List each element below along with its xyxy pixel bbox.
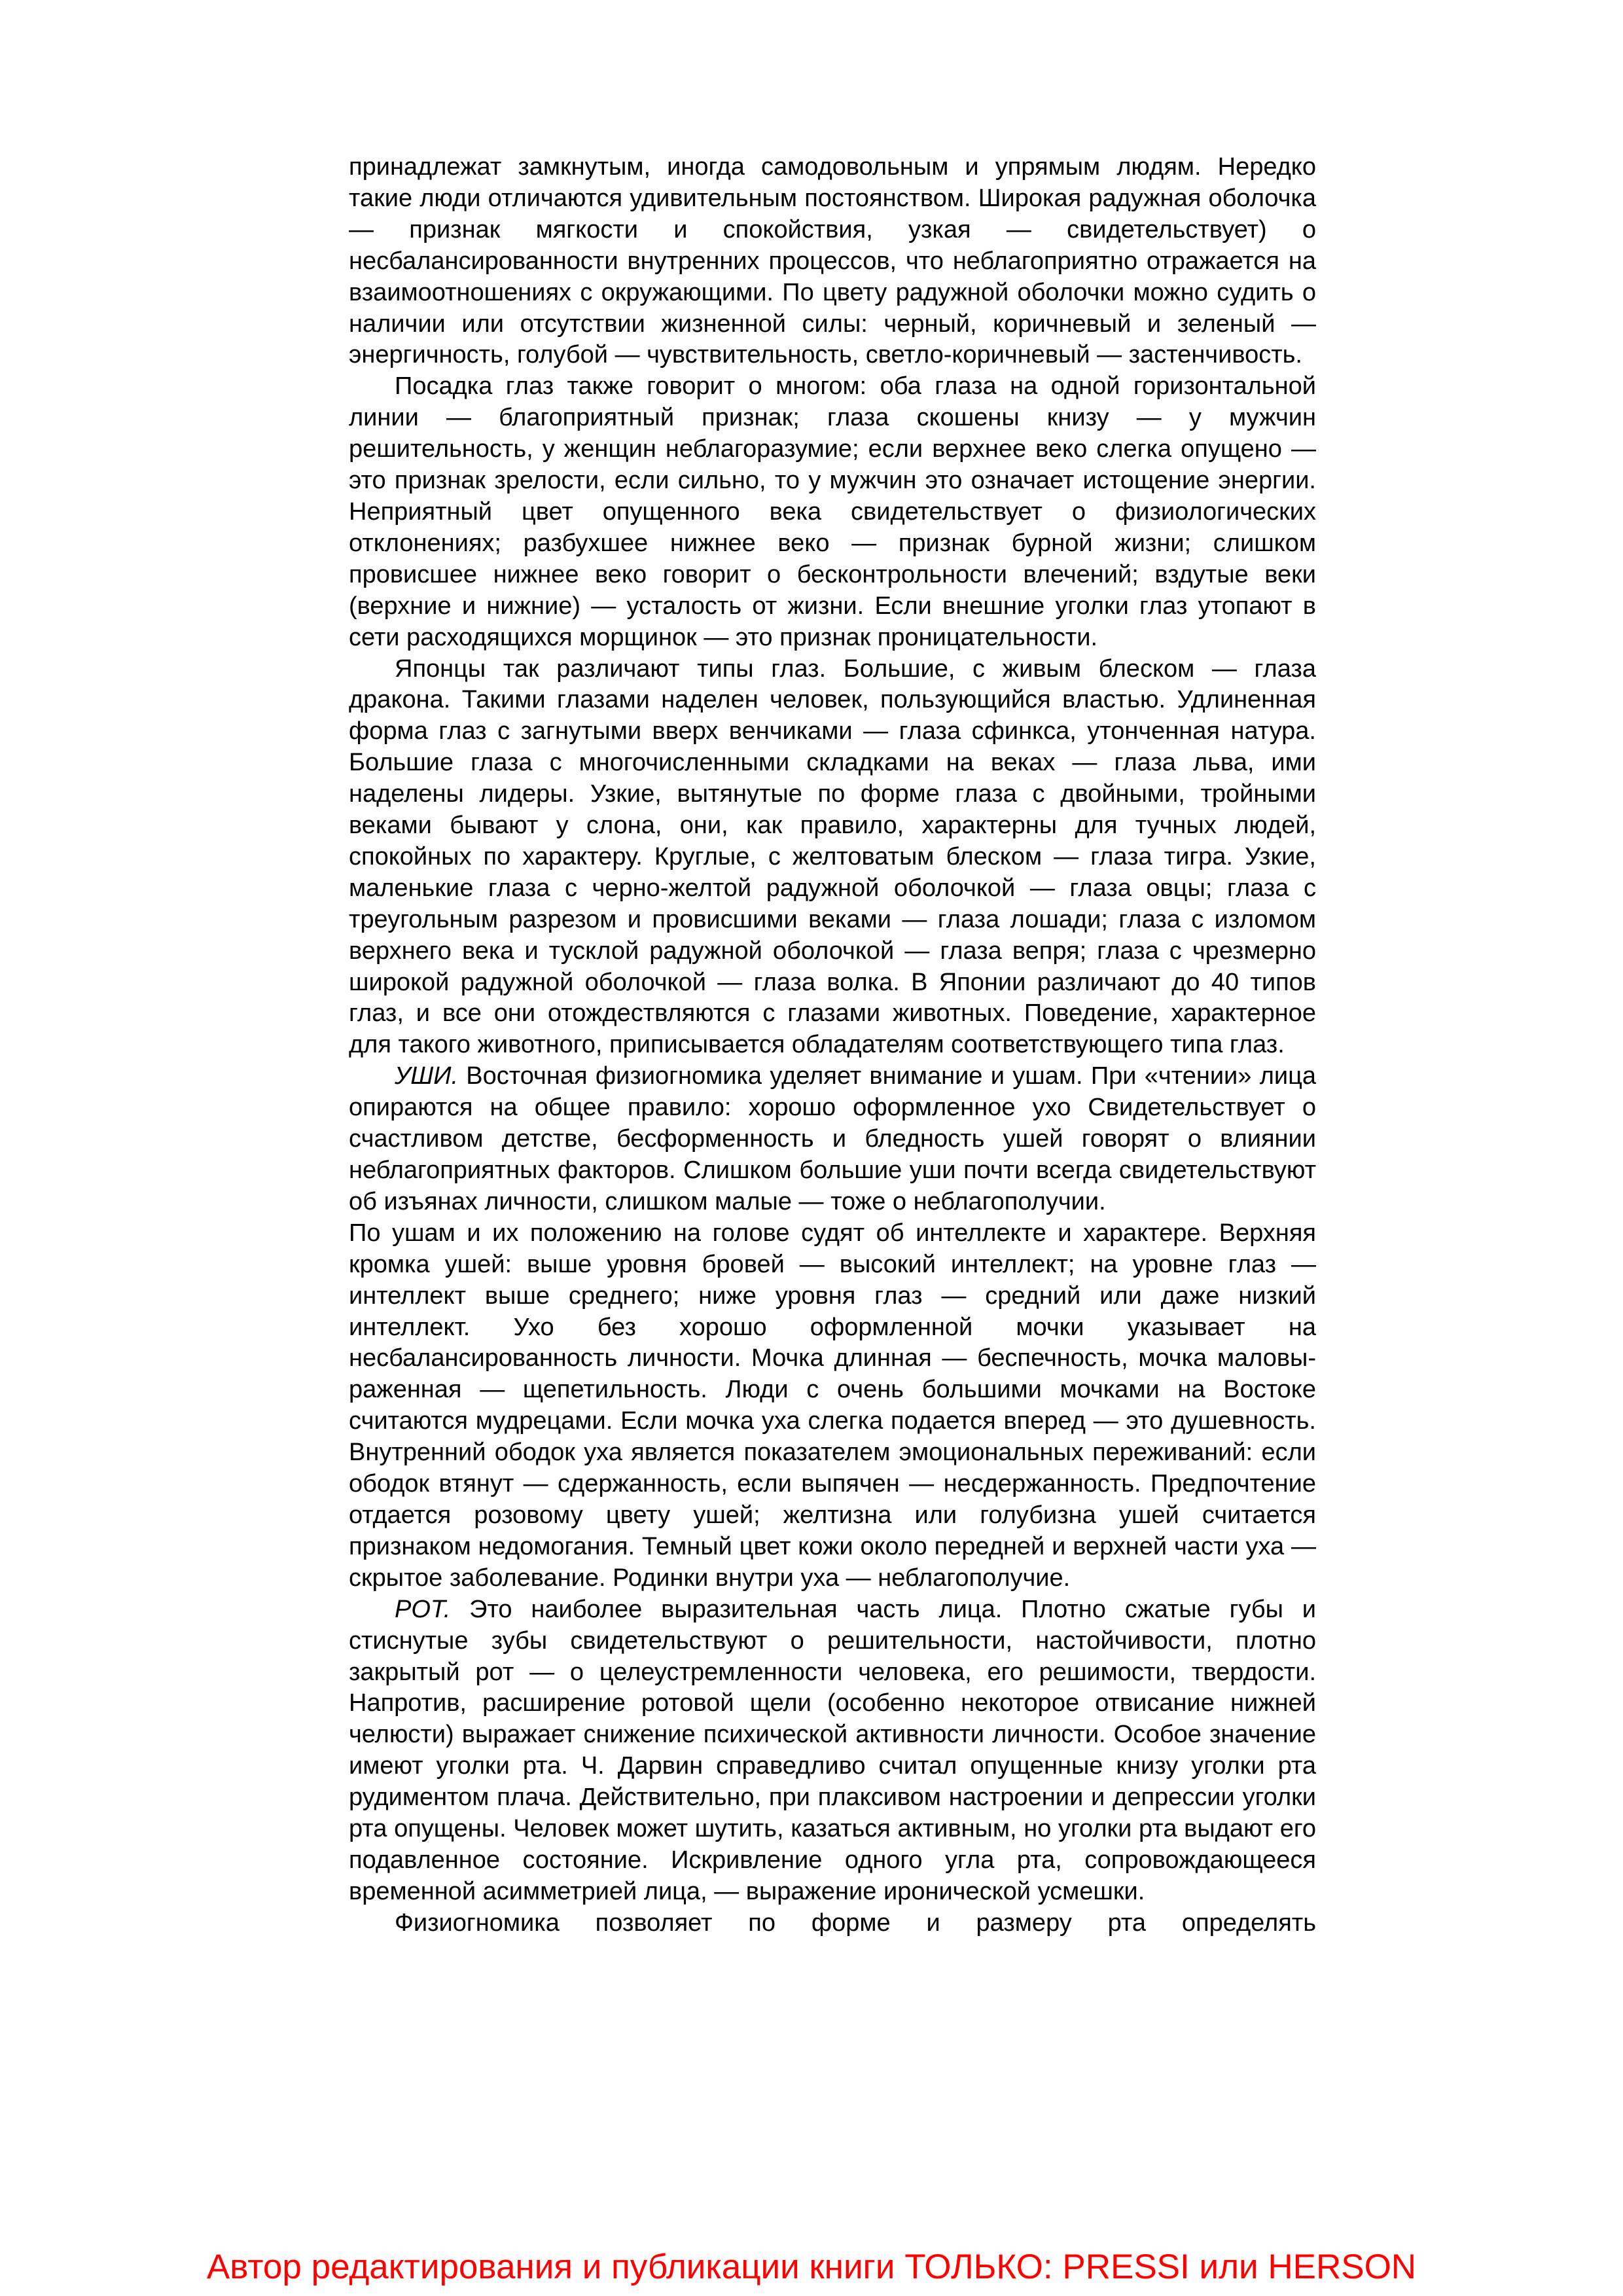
section-heading-mouth: РОТ.	[395, 1595, 451, 1623]
paragraph-text: принадлежат замкнутым, иногда самодовольным и упрямым людям. Нередко такие люди отличаются удивительным постоянством. Широкая радужная оболочка — признак мягкости и спокойствия, узкая — свидетельствует) о несбалансированности внутренних процессов, что неблагоприятно отражается на взаимоотношениях с окружающими. По цвету радужной оболочки можно судить о наличии или отсутствии жизненной силы: черный, коричневый и зеленый — энергичность, голубой — чувствительность, светло-коричневый — застенчивость.	[349, 153, 1316, 369]
section-heading-ears: УШИ.	[395, 1062, 459, 1090]
paragraph-iris	[349, 152, 1316, 371]
paragraph-ears-details	[349, 1218, 1316, 1594]
paragraph-eye-position	[349, 371, 1316, 653]
paragraph-text: По ушам и их положению на голове судят об интеллекте и характере. Верхняя кромка ушей: выше уровня бровей — высокий интеллект; на уровне глаз — интеллект выше среднего; ниже уровня глаз — средний или даже низкий интеллект. Ухо без хорошо оформленной мочки указывает на несбалансированность личности. Мочка длинная — беспечность, мочка маловы-раженная — щепетильность. Люди с очень большими мочками на Востоке считаются мудрецами. Если мочка уха слегка подается вперед — это душевность. Внутренний ободок уха является показателем эмоциональных переживаний: если ободок втянут — сдержанность, если выпячен — несдержанность. Предпочтение отдается розовому цвету ушей; желтизна или голубизна ушей считается признаком недомогания. Темный цвет кожи около передней и верхней части уха — скрытое заболевание. Родинки внутри уха — неблагополучие.	[349, 1219, 1316, 1592]
paragraph-japanese-eye-types	[349, 654, 1316, 1062]
body-text	[349, 152, 1316, 1939]
paragraph-ears	[349, 1061, 1316, 1218]
paragraph-text: Восточная физиогномика уделяет внимание и ушам. При «чтении» лица опираются на общее правило: хорошо оформленное ухо Свидетельствует о счастливом детстве, бесформенность и бледность ушей говорят о влиянии неблагоприятных факторов. Слишком большие уши почти всегда свидетельствуют об изъянах личности, слишком малые — тоже о неблагополучии.	[349, 1062, 1316, 1215]
paragraph-text: Посадка глаз также говорит о многом: оба глаза на одной горизонтальной линии — благоприятный признак; глаза скошены книзу — у мужчин решительность, у женщин неблагоразумие; если верхнее веко слегка опущено — это признак зрелости, если сильно, то у мужчин это означает истощение энергии. Неприятный цвет опущенного века свидетельствует о физиологических отклонениях; разбухшее нижнее веко — признак бурной жизни; слишком провисшее нижнее веко говорит о бесконтрольности влечений; вздутые веки (верхние и нижние) — усталость от жизни. Если внешние уголки глаз утопают в сети расходящихся морщинок — это признак проницательности.	[349, 372, 1316, 651]
paragraph-mouth	[349, 1594, 1316, 1908]
paragraph-text: Это наиболее выразительная часть лица. Плотно сжатые губы и стиснутые зубы свидетельствуют о решительности, настойчивости, плотно закрытый рот — о целеустремленности человека, его решимости, твердости. Напротив, расширение ротовой щели (особенно некоторое отвисание нижней челюсти) выражает снижение психической активности личности. Особое значение имеют уголки рта. Ч. Дарвин справедливо считал опущенные книзу уголки рта рудиментом плача. Действительно, при плаксивом настроении и депрессии уголки рта опущены. Человек может шутить, казаться активным, но уголки рта выдают его подавленное состояние. Искривление одного угла рта, сопровождающееся временной асимметрией лица, — выражение иронической усмешки.	[349, 1595, 1316, 1905]
publisher-footer: Автор редактирования и публикации книги ТОЛЬКО: PRESSI или HERSON	[206, 2248, 1417, 2286]
paragraph-text: Физиогномика позволяет по форме и размеру рта определять	[395, 1909, 1316, 1937]
paragraph-physiognomy	[349, 1908, 1316, 1939]
paragraph-text: Японцы так различают типы глаз. Большие, с живым блеском — глаза дракона. Такими глазами наделен человек, пользующийся властью. Удлиненная форма глаз с загнутыми вверх венчиками — глаза сфинкса, утонченная натура. Большие глаза с многочисленными складками на веках — глаза льва, ими наделены лидеры. Узкие, вытянутые по форме глаза с двойными, тройными веками бывают у слона, они, как правило, характерны для тучных людей, спокойных по характеру. Круглые, с желтоватым блеском — глаза тигра. Узкие, маленькие глаза с черно-желтой радужной оболочкой — глаза овцы; глаза с треугольным разрезом и провисшими веками — глаза лошади; глаза с изломом верхнего века и тусклой радужной оболочкой — глаза вепря; глаза с чрезмерно широкой радужной оболочкой — глаза волка. В Японии различают до 40 типов глаз, и все они отождествляются с глазами животных. Поведение, характерное для такого животного, приписывается обладателям соответствующего типа глаз.	[349, 655, 1316, 1059]
